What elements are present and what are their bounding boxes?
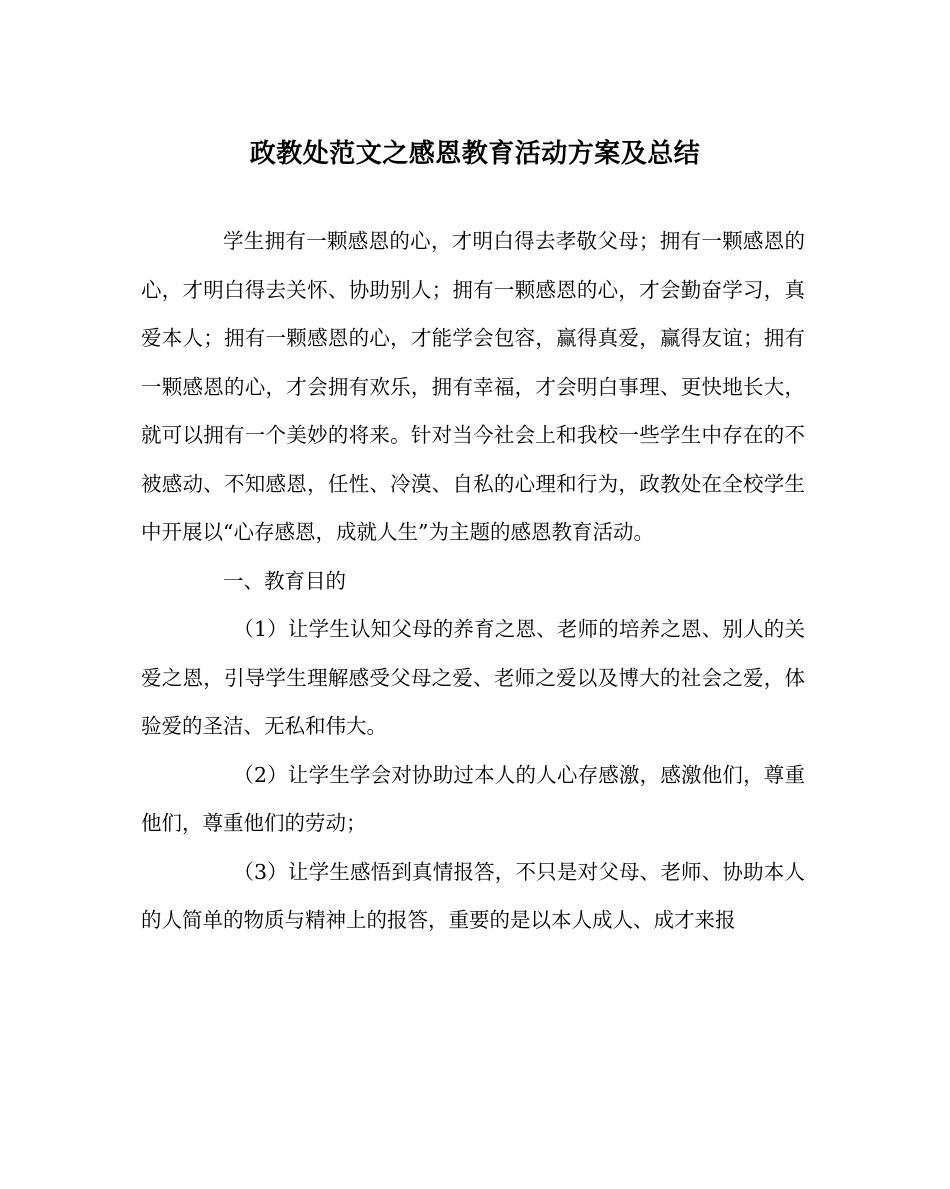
document-title: 政教处范文之感恩教育活动方案及总结	[249, 139, 701, 169]
goal-item-2: （2）让学生学会对协助过本人的人心存感激，感激他们，尊重他们，尊重他们的劳动；	[141, 762, 805, 835]
goal-item-3: （3）让学生感悟到真情报答，不只是对父母、老师、协助本人的人简单的物质与精神上的报答，重要的是以本人成人、成才来报	[141, 859, 805, 932]
goal-item-1: （1）让学生认知父母的养育之恩、老师的培养之恩、别人的关爱之恩，引导学生理解感受父母之爱、老师之爱以及博大的社会之爱，体验爱的圣洁、无私和伟大。	[141, 617, 805, 738]
section-heading: 一、教育目的	[223, 568, 346, 593]
document-body	[141, 217, 805, 945]
intro-paragraph: 学生拥有一颗感恩的心，才明白得去孝敬父母；拥有一颗感恩的心，才明白得去关怀、协助别人；拥有一颗感恩的心，才会勤奋学习，真爱本人；拥有一颗感恩的心，才能学会包容，赢得真爱，赢得友谊；拥有一颗感恩的心，才会拥有欢乐，拥有幸福，才会明白事理、更快地长大，就可以拥有一个美妙的将来。针对当今社会上和我校一些学生中存在的不被感动、不知感恩，任性、冷漠、自私的心理和行为，政教处在全校学生中开展以“心存感恩，成就人生”为主题的感恩教育活动。	[141, 229, 805, 544]
